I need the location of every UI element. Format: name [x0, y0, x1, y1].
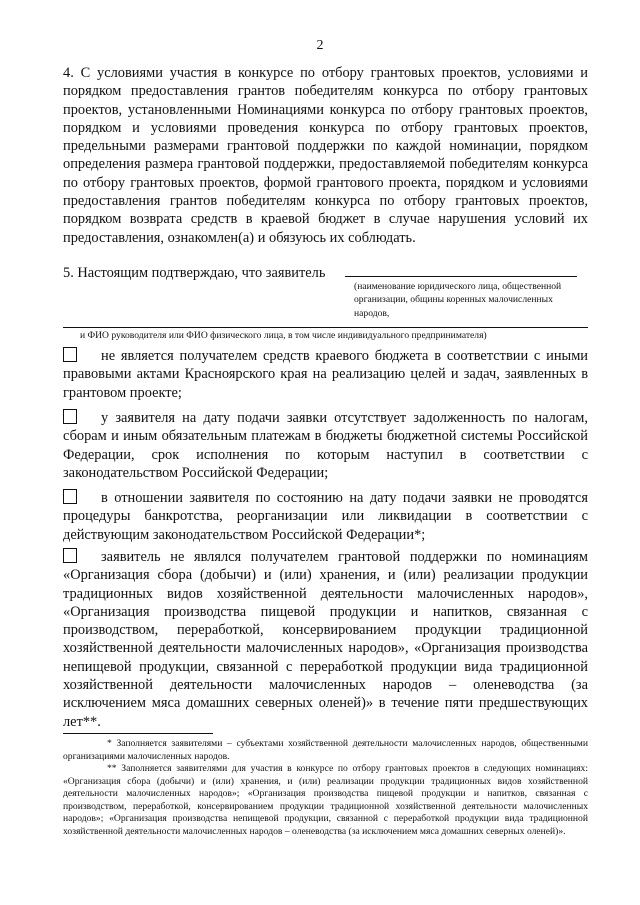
paragraph-4-text: 4. С условиями участия в конкурсе по отбору грантовых проектов, условиями и порядком предоставления грантов победителям конкурса по отбору грантовых проектов, установленными Номинациями конкурса по отбору грантовых проектов, порядком и условиями проведения конкурса по отбору грантовых проектов, предельными размерами грантовой поддержки по каждой номинации, порядком определения размера грантовой поддержки, предоставляемой победителям конкурса по отбору грантовых проектов, формой грантового проекта, порядком и условиями предоставления грантов победителям конкурса по отбору грантовых проектов, порядком возврата средств в краевой бюджет в случае нарушения условий их предоставления, ознакомлен(а) и обязуюсь их соблюдать.: [63, 65, 588, 246]
checklist-item-4-text: заявитель не являлся получателем грантовой поддержки по номинациям «Организация сбора (добычи) и (или) хранения, и (или) реализации продукции традиционных видов хозяйственной деятельности малочисленных народов», «Организация производства пищевой продукции и напитков, связанная с производством, переработкой, консервированием продукции традиционной хозяйственной деятельности малочисленных народов», «Организация производства непищевой продукции, связанной с переработкой продукции вида традиционной хозяйственной деятельности малочисленных народов – оленеводства (за исключением мяса домашних северных оленей)» в течение пяти предшествующих лет**.: [63, 549, 588, 730]
checkbox-1[interactable]: [63, 347, 77, 362]
applicant-fio-hint: и ФИО руководителя или ФИО физического лица, в том числе индивидуального предпринимателя): [80, 330, 487, 341]
page-number: 2: [316, 38, 324, 53]
paragraph-4: [63, 64, 588, 247]
footnote-2-text: ** Заполняется заявителями для участия в конкурсе по отбору грантовых проектов в следующих номинациях: «Организация сбора (добычи) и (или) хранения, и (или) реализации продукции традиционных видов хозяйственной деятельности малочисленных народов»; «Организация производства пищевой продукции и напитков, связанная с производством, переработкой, консервированием продукции традиционной хозяйственной деятельности малочисленных народов»; «Организация производства непищевой продукции, связанной с переработкой продукции вида традиционной хозяйственной деятельности малочисленных народов – оленеводства (за исключением мяса домашних северных оленей)».: [63, 763, 588, 837]
footnote-separator: [63, 733, 213, 734]
footnote-2: [63, 763, 588, 839]
checklist-item-3-text: в отношении заявителя по состоянию на дату подачи заявки не проводятся процедуры банкротства, реорганизации или ликвидации в соответствии с действующим законодательством Российской Федерации*;: [63, 490, 588, 543]
paragraph-5: 5. Настоящим подтверждаю, что заявитель: [63, 265, 326, 281]
applicant-fio-field-line[interactable]: [63, 327, 588, 328]
checklist-item-2: [63, 409, 588, 482]
checklist-item-1-text: не является получателем средств краевого бюджета в соответствии с иными правовыми актами Красноярского края на реализацию целей и задач, заявленных в грантовом проекте;: [63, 348, 588, 401]
checkbox-4[interactable]: [63, 548, 77, 563]
checklist-item-1: [63, 347, 588, 402]
checkbox-3[interactable]: [63, 489, 77, 504]
checkbox-2[interactable]: [63, 409, 77, 424]
checklist-item-4: [63, 548, 588, 731]
checklist-item-2-text: у заявителя на дату подачи заявки отсутствует задолженность по налогам, сборам и иным обязательным платежам в бюджеты бюджетной системы Российской Федерации, срок исполнения по которым наступил в соответствии с законодательством Российской Федерации;: [63, 410, 588, 481]
checklist-item-3: [63, 489, 588, 544]
footnote-1: [63, 738, 588, 763]
applicant-name-field-line[interactable]: [345, 276, 577, 277]
footnote-1-text: * Заполняется заявителями – субъектами хозяйственной деятельности малочисленных народов, общественными организациями малочисленных народов.: [63, 738, 588, 762]
applicant-name-hint: (наименование юридического лица, общественной организации, общины коренных малочисленных народов,: [354, 281, 562, 319]
